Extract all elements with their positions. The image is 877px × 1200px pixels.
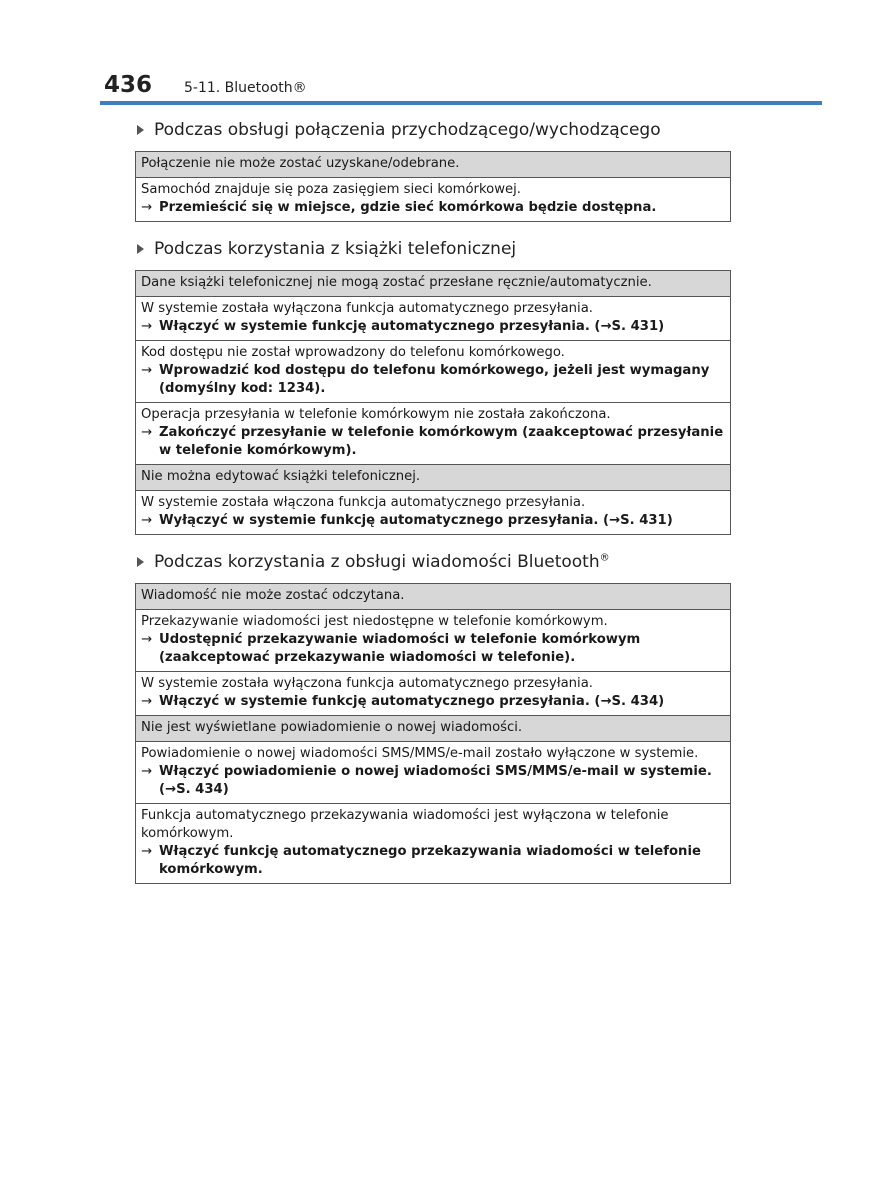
arrow-right-icon: → (141, 363, 153, 378)
section-phonebook (135, 236, 731, 535)
symptom-cell: Połączenie nie może zostać uzyskane/odebrane. (136, 152, 731, 178)
table-row (136, 804, 731, 884)
cause-text: W systemie została włączona funkcja automatycznego przesyłania. (141, 495, 586, 510)
remedy-cell (136, 610, 731, 672)
table-row (136, 297, 731, 341)
symptom-cell: Wiadomość nie może zostać odczytana. (136, 584, 731, 610)
table-row (136, 672, 731, 716)
cause-text: Funkcja automatycznego przekazywania wiadomości jest wyłączona w telefonie komórkowym. (141, 808, 669, 841)
cause-text: Powiadomienie o nowej wiadomości SMS/MMS/e-mail zostało wyłączone w systemie. (141, 746, 699, 761)
table-row (136, 716, 731, 742)
symptom-cell: Nie można edytować książki telefonicznej. (136, 465, 731, 491)
remedy-action: Włączyć w systemie funkcję automatycznego przesyłania. (→S. 434) (159, 694, 665, 709)
remedy-cell (136, 672, 731, 716)
triangle-bullet-icon (137, 557, 144, 567)
remedy-action: Wyłączyć w systemie funkcję automatycznego przesyłania. (→S. 431) (159, 513, 673, 528)
page-number: 436 (104, 72, 153, 98)
arrow-right-icon: → (141, 319, 153, 334)
remedy-text (141, 318, 725, 336)
remedy-action: Zakończyć przesyłanie w telefonie komórkowym (zaakceptować przesyłanie w telefonie komórkowym). (159, 425, 724, 458)
section-heading (135, 117, 731, 143)
section-heading-text (154, 552, 610, 572)
section-bluetooth-messages (135, 549, 731, 884)
table-row (136, 271, 731, 297)
cause-text: Samochód znajduje się poza zasięgiem sieci komórkowej. (141, 182, 521, 197)
troubleshooting-table (135, 151, 731, 222)
table-row (136, 491, 731, 535)
section-heading-text: Podczas obsługi połączenia przychodzącego/wychodzącego (154, 120, 661, 140)
table-row (136, 178, 731, 222)
table-row (136, 742, 731, 804)
remedy-action: Włączyć funkcję automatycznego przekazywania wiadomości w telefonie komórkowym. (159, 844, 701, 877)
remedy-cell (136, 403, 731, 465)
triangle-bullet-icon (137, 125, 144, 135)
cause-text: W systemie została wyłączona funkcja automatycznego przesyłania. (141, 301, 593, 316)
header-rule (100, 101, 822, 105)
section-heading (135, 236, 731, 262)
section-incoming-outgoing (135, 117, 731, 222)
cause-text: Kod dostępu nie został wprowadzony do telefonu komórkowego. (141, 345, 565, 360)
symptom-cell: Dane książki telefonicznej nie mogą zostać przesłane ręcznie/automatycznie. (136, 271, 731, 297)
remedy-text (141, 693, 725, 711)
cause-text: Operacja przesyłania w telefonie komórkowym nie została zakończona. (141, 407, 611, 422)
remedy-text (141, 362, 725, 398)
remedy-cell (136, 491, 731, 535)
section-heading-text: Podczas korzystania z książki telefonicznej (154, 239, 517, 259)
remedy-action: Wprowadzić kod dostępu do telefonu komórkowego, jeżeli jest wymagany (domyślny kod: 1234). (159, 363, 710, 396)
arrow-right-icon: → (141, 632, 153, 647)
remedy-action: Udostępnić przekazywanie wiadomości w telefonie komórkowym (zaakceptować przekazywanie wiadomości w telefonie). (159, 632, 641, 665)
heading-title: Podczas korzystania z obsługi wiadomości Bluetooth (154, 552, 600, 572)
registered-mark: ® (599, 552, 610, 564)
triangle-bullet-icon (137, 244, 144, 254)
table-row (136, 465, 731, 491)
arrow-right-icon: → (141, 764, 153, 779)
cause-text: Przekazywanie wiadomości jest niedostępne w telefonie komórkowym. (141, 614, 608, 629)
remedy-cell (136, 804, 731, 884)
remedy-text (141, 763, 725, 799)
remedy-cell (136, 178, 731, 222)
table-row (136, 152, 731, 178)
arrow-right-icon: → (141, 200, 153, 215)
section-title: 5-11. Bluetooth® (184, 80, 307, 96)
arrow-right-icon: → (141, 513, 153, 528)
remedy-action: Włączyć w systemie funkcję automatycznego przesyłania. (→S. 431) (159, 319, 665, 334)
remedy-text (141, 631, 725, 667)
remedy-cell (136, 341, 731, 403)
remedy-text (141, 424, 725, 460)
section-heading (135, 549, 731, 575)
cause-text: W systemie została wyłączona funkcja automatycznego przesyłania. (141, 676, 593, 691)
remedy-action: Włączyć powiadomienie o nowej wiadomości SMS/MMS/e-mail w systemie. (→S. 434) (159, 764, 712, 797)
troubleshooting-table (135, 583, 731, 884)
remedy-cell (136, 742, 731, 804)
remedy-cell (136, 297, 731, 341)
table-row (136, 584, 731, 610)
table-row (136, 610, 731, 672)
page-header (100, 72, 822, 106)
arrow-right-icon: → (141, 425, 153, 440)
remedy-text (141, 199, 725, 217)
remedy-text (141, 843, 725, 879)
arrow-right-icon: → (141, 844, 153, 859)
table-row (136, 341, 731, 403)
troubleshooting-table (135, 270, 731, 535)
remedy-text (141, 512, 725, 530)
arrow-right-icon: → (141, 694, 153, 709)
symptom-cell: Nie jest wyświetlane powiadomienie o nowej wiadomości. (136, 716, 731, 742)
content (135, 117, 731, 898)
table-row (136, 403, 731, 465)
remedy-action: Przemieścić się w miejsce, gdzie sieć komórkowa będzie dostępna. (159, 200, 657, 215)
